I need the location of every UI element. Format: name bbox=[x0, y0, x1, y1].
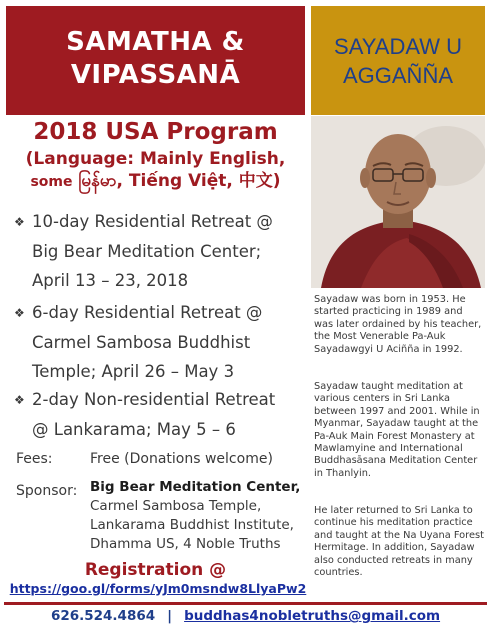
sponsor-item: Big Bear Meditation Center, bbox=[90, 479, 301, 495]
language-note-line2 bbox=[6, 170, 305, 193]
event-title-banner bbox=[6, 6, 305, 115]
fees-value: Free (Donations welcome) bbox=[90, 451, 273, 467]
registration-link[interactable]: https://goo.gl/forms/yJm0msndw8LlyaPw2 bbox=[9, 581, 307, 596]
sponsor-item: Carmel Sambosa Temple, bbox=[90, 498, 262, 514]
retreat-line: April 13 – 23, 2018 bbox=[32, 271, 189, 290]
retreat-line: 2-day Non-residential Retreat bbox=[32, 390, 276, 409]
event-title-line2: VIPASSANĀ bbox=[70, 60, 241, 90]
retreat-line: 6-day Residential Retreat @ bbox=[32, 303, 263, 322]
monk-portrait-image bbox=[311, 116, 485, 288]
sponsor-item: Dhamma US, 4 Noble Truths bbox=[90, 536, 281, 552]
teacher-name-line1: SAYADAW U bbox=[334, 34, 462, 59]
registration-title: Registration @ bbox=[84, 560, 227, 580]
contact-footer bbox=[0, 608, 491, 624]
phone-number: 626.524.4864 bbox=[50, 608, 156, 624]
language-note-some: some bbox=[30, 174, 73, 190]
teacher-name-banner bbox=[311, 6, 485, 115]
diamond-bullet-icon: ❖ bbox=[14, 393, 25, 407]
retreat-item bbox=[14, 385, 306, 444]
teacher-photo bbox=[311, 116, 485, 288]
language-note-line1: (Language: Mainly English, bbox=[25, 149, 286, 169]
sponsor-item: Lankarama Buddhist Institute, bbox=[90, 517, 294, 533]
bio-paragraph: Sayadaw was born in 1953. He started practicing in 1989 and was later ordained by his teacher, the Most Venerable Pa-Auk Sayadawgyi U Aciñña in 1992. bbox=[314, 294, 482, 355]
retreat-item bbox=[14, 207, 306, 295]
retreat-line: 10-day Residential Retreat @ bbox=[32, 212, 273, 231]
diamond-bullet-icon: ❖ bbox=[14, 306, 25, 320]
retreat-line: Big Bear Meditation Center; bbox=[32, 242, 262, 261]
language-note-list: မြန်မာ, Tiếng Việt, 中文) bbox=[78, 171, 281, 191]
program-title: 2018 USA Program bbox=[33, 119, 278, 145]
email-link[interactable]: buddhas4nobletruths@gmail.com bbox=[184, 608, 441, 624]
bio-paragraph: Sayadaw taught meditation at various centers in Sri Lanka between 1997 and 2001. While in Myanmar, Sayadaw taught at the Pa-Auk Main Forest Monastery at Mawlamyine and International Buddhasāsana Meditation Center in Thanlyin. bbox=[314, 381, 480, 479]
fees-label: Fees: bbox=[16, 451, 53, 467]
sponsor-label: Sponsor: bbox=[16, 483, 78, 499]
retreat-line: Carmel Sambosa Buddhist bbox=[32, 333, 251, 352]
retreat-item bbox=[14, 298, 306, 386]
footer-divider bbox=[4, 602, 487, 605]
diamond-bullet-icon: ❖ bbox=[14, 215, 25, 229]
retreat-line: Temple; April 26 – May 3 bbox=[32, 362, 235, 381]
bio-paragraph: He later returned to Sri Lanka to continue his meditation practice and taught at the Na Uyana Forest Hermitage. In addition, Sayadaw also conducted retreats in many countries. bbox=[314, 505, 484, 579]
retreat-line: @ Lankarama; May 5 – 6 bbox=[32, 420, 236, 439]
event-title-line1: SAMATHA & bbox=[66, 27, 245, 57]
teacher-name-line2: AGGAÑÑA bbox=[342, 63, 454, 88]
footer-separator: | bbox=[167, 608, 173, 624]
sponsor-list bbox=[90, 478, 305, 554]
